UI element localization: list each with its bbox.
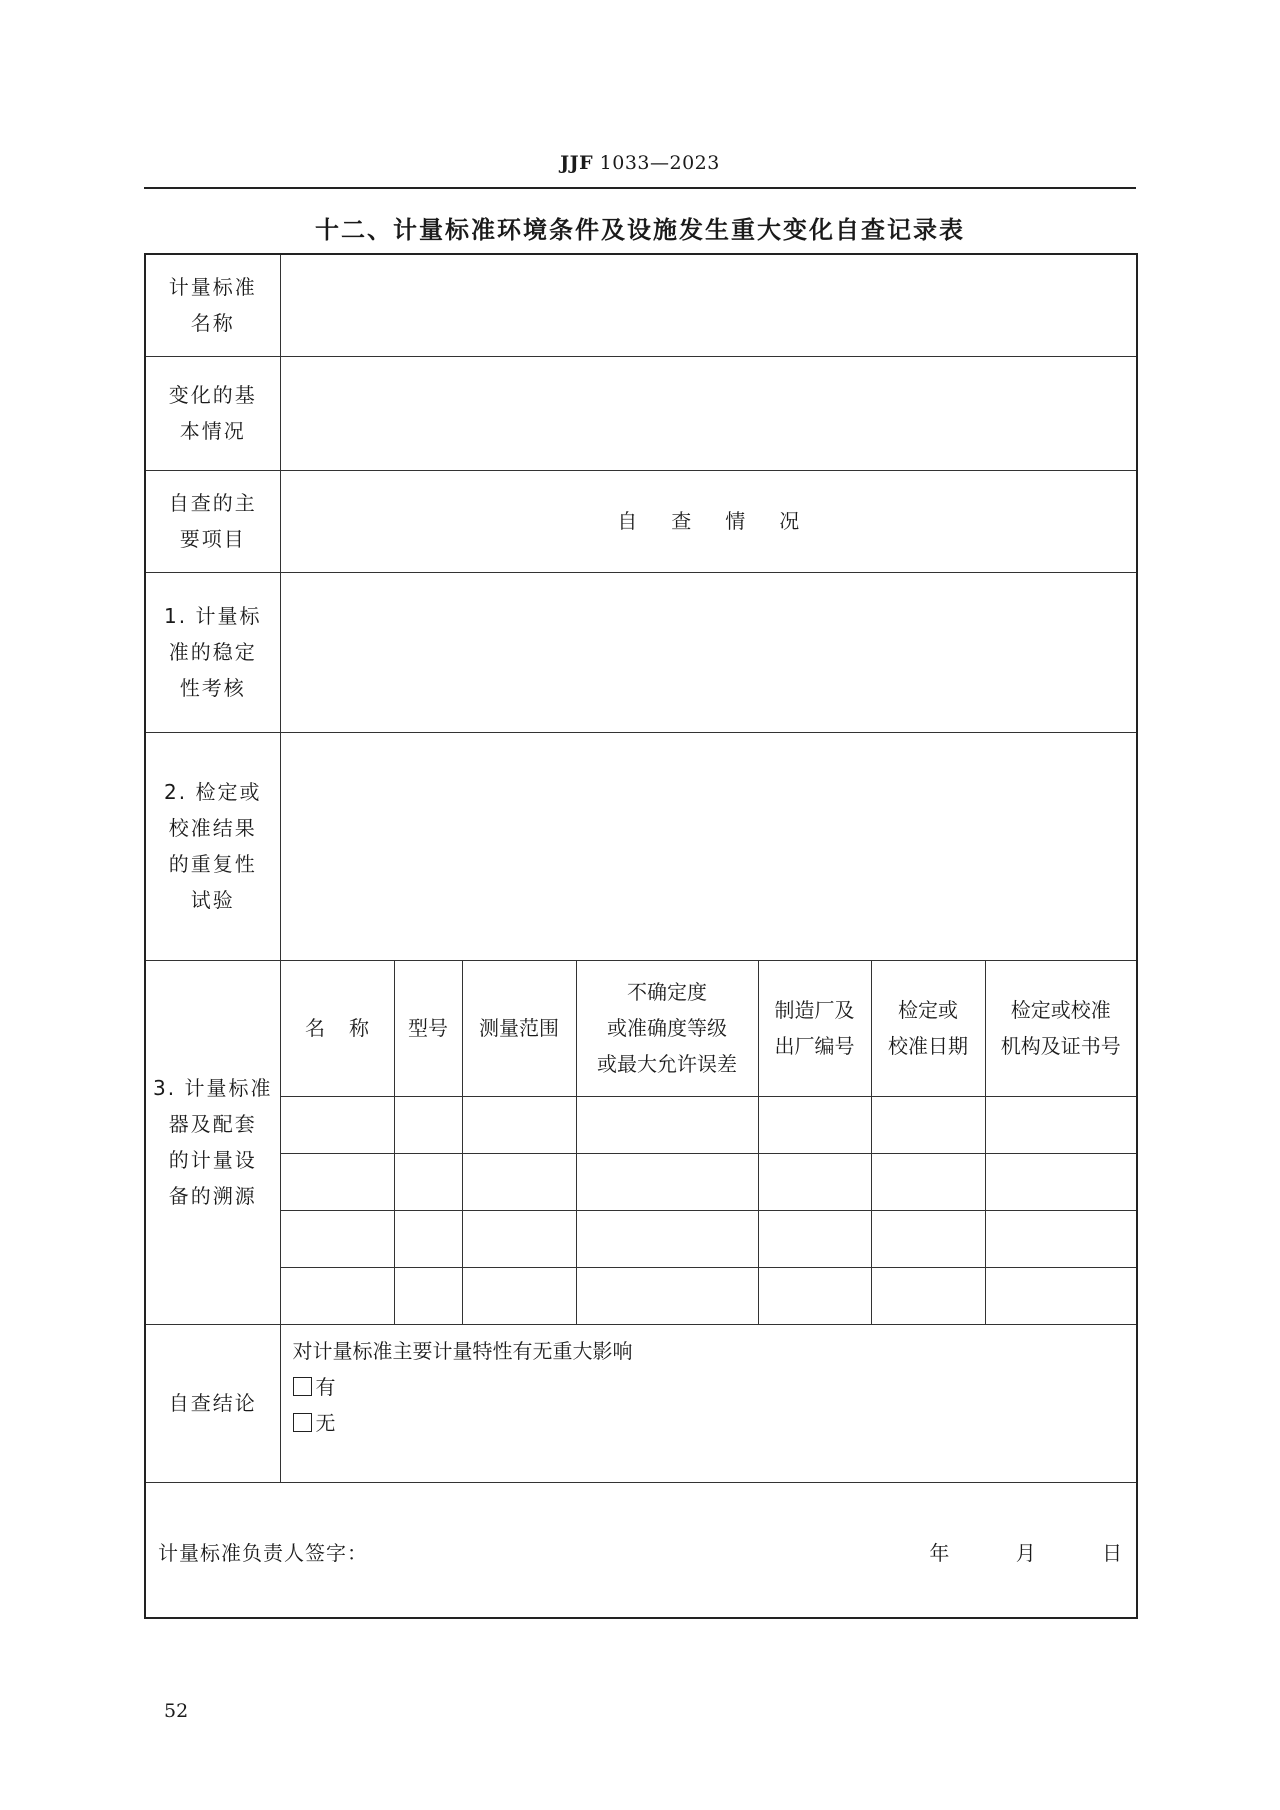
table-row [145, 1210, 1137, 1267]
self-check-form [144, 253, 1138, 1619]
day-label: 日 [1102, 1540, 1123, 1565]
standard-number: 1033—2023 [599, 152, 720, 174]
cell-name[interactable] [280, 1153, 394, 1210]
change-status-field[interactable] [280, 356, 1137, 470]
cell-manufacturer[interactable] [758, 1153, 871, 1210]
signature-date [869, 1535, 1122, 1571]
change-status-label: 变化的基 本情况 [145, 356, 280, 470]
cell-uncertainty[interactable] [576, 1153, 758, 1210]
signature-label: 计量标准负责人签字： [158, 1540, 368, 1565]
cell-model[interactable] [394, 1267, 462, 1324]
repeatability-label: 2. 检定或 校准结果 的重复性 试验 [145, 732, 280, 960]
cell-organization[interactable] [985, 1210, 1137, 1267]
cell-uncertainty[interactable] [576, 1096, 758, 1153]
option-no-label: 无 [315, 1410, 336, 1435]
cell-name[interactable] [280, 1210, 394, 1267]
col-header-calibration-date: 检定或 校准日期 [871, 960, 985, 1096]
row-check-items [145, 470, 1137, 572]
col-header-model: 型号 [394, 960, 462, 1096]
check-status-header: 自查情况 [280, 470, 1137, 572]
table-row [145, 1096, 1137, 1153]
row-repeatability [145, 732, 1137, 960]
standard-name-field[interactable] [280, 254, 1137, 356]
col-header-name: 名称 [280, 960, 394, 1096]
row-conclusion [145, 1324, 1137, 1482]
standard-prefix: JJF [560, 152, 594, 174]
checkbox-yes[interactable] [293, 1377, 312, 1396]
cell-model[interactable] [394, 1153, 462, 1210]
cell-organization[interactable] [985, 1153, 1137, 1210]
cell-range[interactable] [462, 1153, 576, 1210]
cell-date[interactable] [871, 1153, 985, 1210]
option-no[interactable] [293, 1405, 1137, 1441]
cell-organization[interactable] [985, 1096, 1137, 1153]
cell-organization[interactable] [985, 1267, 1137, 1324]
year-label: 年 [929, 1540, 950, 1565]
row-standard-name [145, 254, 1137, 356]
option-yes[interactable] [293, 1369, 1137, 1405]
repeatability-field[interactable] [280, 732, 1137, 960]
signature-cell[interactable] [145, 1482, 1137, 1618]
col-header-organization: 检定或校准 机构及证书号 [985, 960, 1137, 1096]
check-items-label: 自查的主 要项目 [145, 470, 280, 572]
option-yes-label: 有 [315, 1374, 336, 1399]
cell-model[interactable] [394, 1210, 462, 1267]
col-header-manufacturer: 制造厂及 出厂编号 [758, 960, 871, 1096]
conclusion-field [280, 1324, 1137, 1482]
conclusion-question: 对计量标准主要计量特性有无重大影响 [292, 1338, 633, 1363]
cell-name[interactable] [280, 1267, 394, 1324]
stability-field[interactable] [280, 572, 1137, 732]
cell-date[interactable] [871, 1267, 985, 1324]
cell-uncertainty[interactable] [576, 1267, 758, 1324]
cell-name[interactable] [280, 1096, 394, 1153]
row-stability [145, 572, 1137, 732]
col-header-range: 测量范围 [462, 960, 576, 1096]
row-change-status [145, 356, 1137, 470]
cell-date[interactable] [871, 1096, 985, 1153]
cell-manufacturer[interactable] [758, 1096, 871, 1153]
checkbox-no[interactable] [293, 1413, 312, 1432]
cell-manufacturer[interactable] [758, 1210, 871, 1267]
header-divider [144, 187, 1136, 189]
cell-range[interactable] [462, 1210, 576, 1267]
cell-uncertainty[interactable] [576, 1210, 758, 1267]
cell-model[interactable] [394, 1096, 462, 1153]
cell-manufacturer[interactable] [758, 1267, 871, 1324]
standard-name-label: 计量标准 名称 [145, 254, 280, 356]
cell-date[interactable] [871, 1210, 985, 1267]
page-title: 十二、计量标准环境条件及设施发生重大变化自查记录表 [315, 216, 965, 244]
row-signature [145, 1482, 1137, 1618]
conclusion-label: 自查结论 [145, 1324, 280, 1482]
cell-range[interactable] [462, 1096, 576, 1153]
table-row [145, 1153, 1137, 1210]
col-header-uncertainty: 不确定度 或准确度等级 或最大允许误差 [576, 960, 758, 1096]
table-row [145, 1267, 1137, 1324]
traceability-label: 3. 计量标准 器及配套 的计量设 备的溯源 [145, 960, 280, 1324]
month-label: 月 [1015, 1540, 1036, 1565]
standard-code [0, 152, 1280, 174]
trace-header-row [145, 960, 1137, 1096]
stability-label: 1. 计量标 准的稳定 性考核 [145, 572, 280, 732]
page-number: 52 [164, 1700, 189, 1722]
cell-range[interactable] [462, 1267, 576, 1324]
